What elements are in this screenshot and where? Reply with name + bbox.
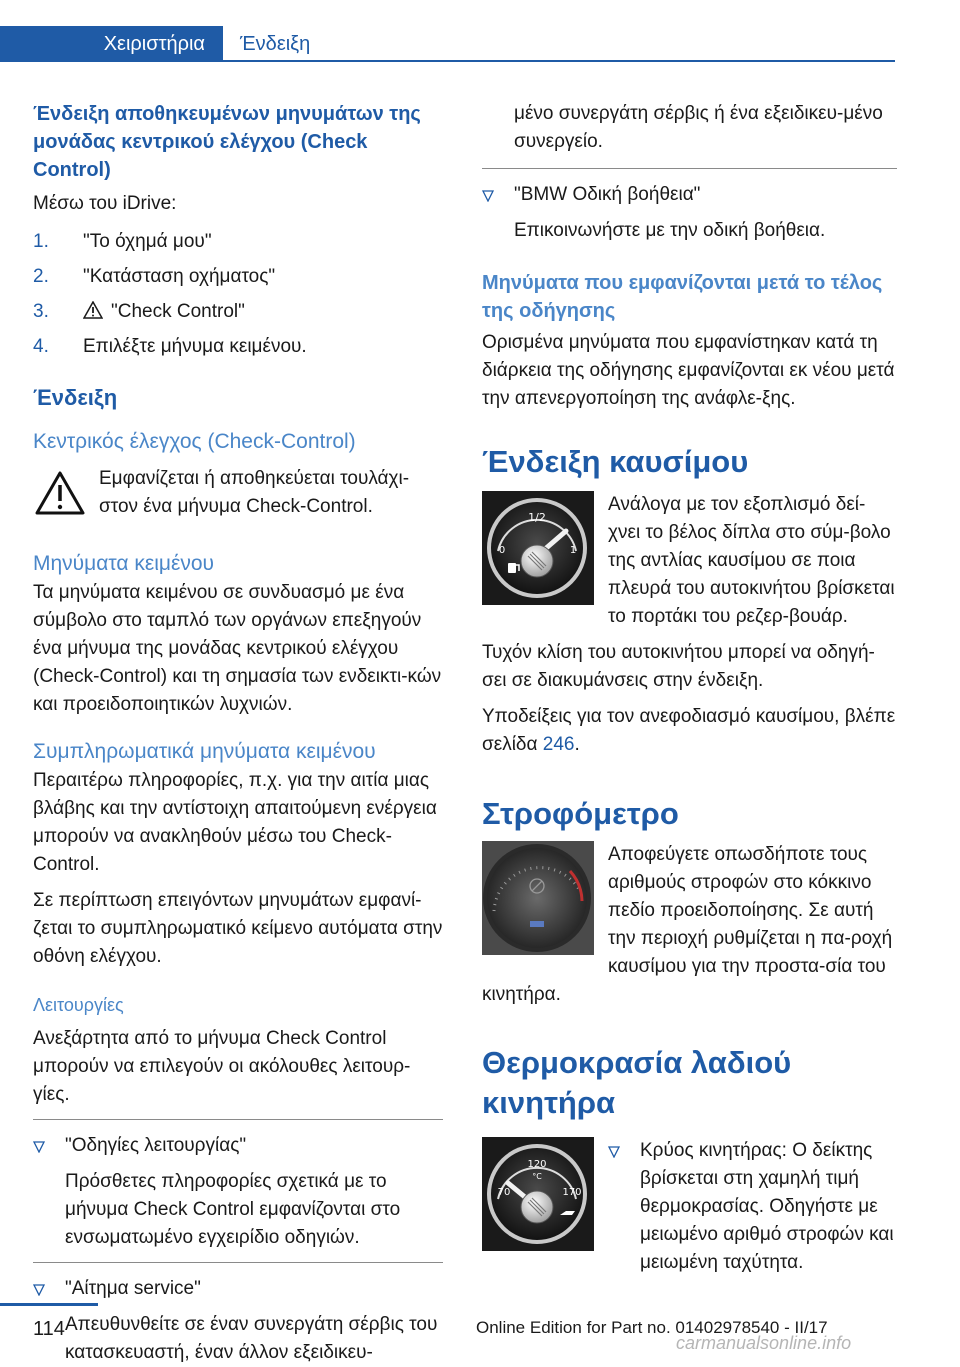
bullet-triangle-icon [482,190,494,202]
fuel-gauge-title: Ένδειξη καυσίμου [482,444,749,479]
step-number: 1. [33,231,49,252]
tab-display[interactable]: Ένδειξη [240,33,311,55]
divider [482,168,897,169]
bullet-triangle-icon [33,1284,45,1296]
fuel-body-2: Τυχόν κλίση του αυτοκινήτου μπορεί να οδηγή-σει σε διακυμάνσεις στην ένδειξη. [482,642,875,691]
step-text: "Check Control" [111,301,245,322]
after-drive-subheading: Μηνύματα που εμφανίζονται μετά το τέλος της οδήγησης [482,272,883,322]
warning-triangle-icon [33,465,89,523]
tachometer-block [482,841,897,1009]
divider [33,1119,443,1120]
edition-text: Online Edition for Part no. 01402978540 - II/17 [476,1318,828,1337]
page-link[interactable]: 246 [542,734,575,755]
service-continuation-text: μένο συνεργάτη σέρβις ή ένα εξειδικευ-μένο συνεργείο. [514,103,883,152]
bullet-description: Πρόσθετες πληροφορίες σχετικά με το μήνυμα Check Control εμφανίζονται στο ενσωματωμένο εγχειρίδιο οδηγιών. [65,1171,401,1248]
after-drive-body: Ορισμένα μηνύματα που εμφανίστηκαν κατά τη διάρκεια της οδήγησης εμφανίζονται εκ νέου μετά την απενεργοποίηση της ανάφλε-ξης. [482,332,895,409]
watermark-text: carmanualsonline.info [676,1333,852,1353]
oil-gauge-low-label: 70 [497,1187,511,1198]
fuel-pump-icon [508,563,516,573]
bullet-label: "Αίτημα service" [65,1278,201,1299]
fuel-gauge-image [482,491,594,605]
tab-controls[interactable]: Χειριστήρια [0,26,223,62]
extra-messages-body-1: Περαιτέρω πληροφορίες, π.χ. για την αιτία μιας βλάβης και την αντίστοιχη απαιτούμενη ενέργεια μπορούν να ανακληθούν μέσω του Check-Control. [33,770,437,875]
extra-messages-subheading: Συμπληρωματικά μηνύματα κειμένου [33,740,376,763]
list-item [33,298,443,326]
check-control-block [33,465,443,527]
fuel-gauge-full-label: 1 [569,545,577,556]
divider [33,1262,443,1263]
oil-temp-bullet-text: Κρύος κινητήρας: Ο δείκτης βρίσκεται στη χαμηλή τιμή θερμοκρασίας. Οδηγήστε με μειωμένο αριθμό στροφών και μειωμένη ταχύτητα. [640,1140,894,1273]
step-text: "Κατάσταση οχήματος" [83,266,276,287]
list-item [33,1132,443,1160]
list-item [33,263,443,291]
step-text: "Το όχημά μου" [83,231,212,252]
bullet-description: Επικοινωνήστε με την οδική βοήθεια. [514,220,826,241]
tachometer-image [482,841,594,955]
fuel-block [482,491,897,631]
oil-temp-block [482,1137,897,1277]
oil-gauge-mid-label: 120 [527,1159,547,1170]
step-number: 2. [33,266,49,287]
roadside-list [482,181,897,209]
functions-list [33,1132,443,1160]
functions-list-2 [33,1275,443,1303]
steps-list [33,228,443,361]
tachometer-body: Αποφεύγετε οπωσδήποτε τους αριθμούς στροφών στο κόκκινο πεδίο προειδοποίησης. Σε αυτή την περιοχή ρυθμίζεται η πα-ροχή καυσίμου για την προστα-σία του κινητήρα. [482,844,893,1005]
check-control-title: Ένδειξη αποθηκευμένων μηνυμάτων της μονάδας κεντρικού ελέγχου (Check Control) [33,103,421,181]
fuel-ref-end: . [574,734,580,755]
list-item [33,333,443,361]
bullet-label: "BMW Οδική βοήθεια" [514,184,701,205]
step-text: Επιλέξτε μήνυμα κειμένου. [83,336,307,357]
page-number: 114 [33,1318,65,1340]
step-number: 4. [33,336,49,357]
text-messages-body: Τα μηνύματα κειμένου σε συνδυασμό με ένα σύμβολο στο ταμπλό των οργάνων επεξηγούν ένα μήνυμα της μονάδας κεντρικού ελέγχου (Check-Control) και τη σημασία των ενδεικτι-κών και προειδοποιητικών λυχνιών. [33,582,442,715]
bullet-triangle-icon [33,1141,45,1153]
bullet-triangle-icon [608,1146,620,1158]
check-control-subheading: Κεντρικός έλεγχος (Check-Control) [33,430,356,453]
bullet-label: "Οδηγίες λειτουργίας" [65,1135,247,1156]
fuel-body-1: Ανάλογα με τον εξοπλισμό δεί-χνει το βέλος δίπλα στο σύμ-βολο της αντλίας καυσίμου σε ποια πλευρά του αυτοκινήτου βρίσκεται το πορτάκι του ρεζερ-βουάρ. [608,494,895,627]
functions-subheading: Λειτουργίες [33,995,124,1015]
list-item [33,228,443,256]
header-tabbar [0,26,895,62]
fuel-body-3 [482,703,897,759]
tachometer-title: Στροφόμετρο [482,796,679,831]
tab-underline [223,60,895,62]
bullet-description: Απευθυνθείτε σε έναν συνεργάτη σέρβις του κατασκευαστή, έναν άλλον εξειδικευ- [65,1314,438,1363]
oil-temp-list [608,1137,897,1277]
right-column [482,100,897,1277]
functions-body: Ανεξάρτητα από το μήνυμα Check Control μπορούν να επιλεγούν οι ακόλουθες λειτουρ-γίες. [33,1028,411,1105]
fuel-gauge-half-label: 1/2 [528,511,546,524]
list-item [608,1137,897,1277]
section-display-heading: Ένδειξη [33,385,118,410]
footer-line [0,1303,98,1306]
extra-messages-body-2: Σε περίπτωση επειγόντων μηνυμάτων εμφανί-ζεται το συμπληρωματικό κείμενο αυτόματα στην οθόνη ελέγχου. [33,890,443,967]
oil-gauge-unit-label: °C [532,1172,542,1181]
via-idrive-text: Μέσω του iDrive: [33,193,177,214]
fuel-ref-text: Υποδείξεις για τον ανεφοδιασμό καυσίμου, βλέπε σελίδα [482,706,896,755]
step-number: 3. [33,301,49,322]
list-item [482,181,897,209]
oil-temp-gauge-image [482,1137,594,1251]
text-messages-subheading: Μηνύματα κειμένου [33,552,215,575]
check-control-text: Εμφανίζεται ή αποθηκεύεται τουλάχι-στον ένα μήνυμα Check-Control. [99,468,410,517]
warning-icon [83,301,103,319]
left-column [33,100,443,1367]
fuel-gauge-zero-label: 0 [498,545,506,556]
oil-gauge-high-label: 170 [562,1187,582,1198]
list-item [33,1275,443,1303]
oil-temp-title: Θερμοκρασία λαδιού κινητήρα [482,1045,792,1120]
